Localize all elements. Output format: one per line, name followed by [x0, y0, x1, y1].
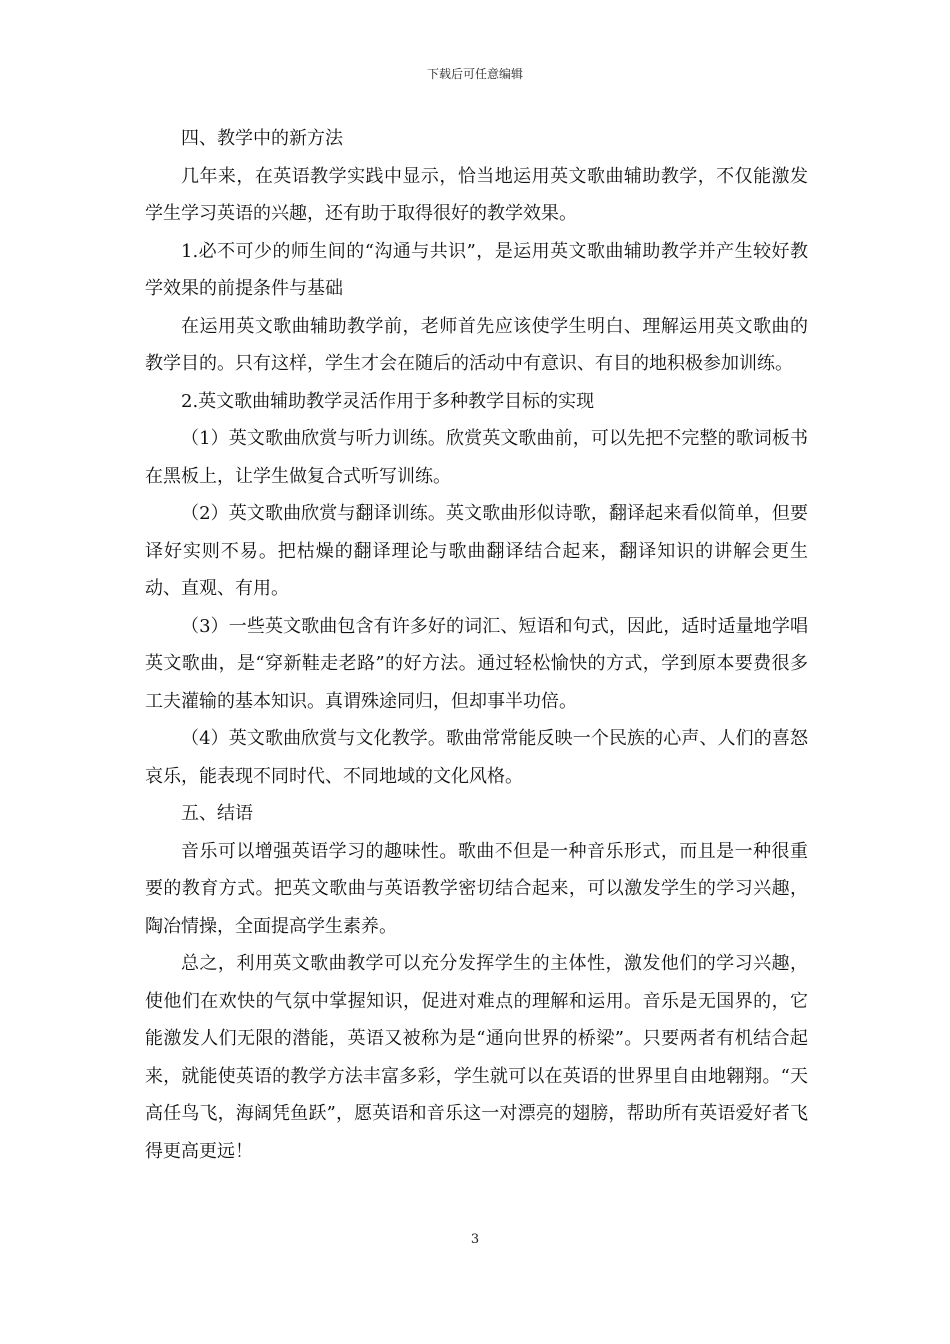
document-body [145, 120, 808, 1170]
section-heading-new-methods: 四、教学中的新方法 [181, 128, 343, 149]
list-item-vocabulary: （3）一些英文歌曲包含有许多好的词汇、短语和句式，因此，适时适量地学唱英文歌曲，是“穿新鞋走老路”的好方法。通过轻松愉快的方式，学到原本要费很多工夫灌输的基本知识。真谓殊途同归，但却事半功倍。 [145, 615, 808, 712]
list-item-translation: （2）英文歌曲欣赏与翻译训练。英文歌曲形似诗歌，翻译起来看似简单，但要译好实则不易。把枯燥的翻译理论与歌曲翻译结合起来，翻译知识的讲解会更生动、直观、有用。 [145, 503, 808, 599]
subheading-teaching-goals: 2.英文歌曲辅助教学灵活作用于多种教学目标的实现 [181, 390, 595, 412]
page-number: 3 [470, 1232, 480, 1247]
body-paragraph: 音乐可以增强英语学习的趣味性。歌曲不但是一种音乐形式，而且是一种很重要的教育方式。把英文歌曲与英语教学密切结合起来，可以激发学生的学习兴趣，陶冶情操，全面提高学生素养。 [145, 840, 808, 937]
list-item-culture: （4）英文歌曲欣赏与文化教学。歌曲常常能反映一个民族的心声、人们的喜怒哀乐，能表现不同时代、不同地域的文化风格。 [145, 728, 808, 787]
page-header: 下载后可任意编辑 [426, 67, 523, 81]
list-item-listening: （1）英文歌曲欣赏与听力训练。欣赏英文歌曲前，可以先把不完整的歌词板书在黑板上，让学生做复合式听写训练。 [145, 428, 808, 487]
subheading-communication: 1.必不可少的师生间的“沟通与共识”，是运用英文歌曲辅助教学并产生较好教学效果的前提条件与基础 [145, 240, 808, 299]
body-paragraph: 几年来，在英语教学实践中显示，恰当地运用英文歌曲辅助教学，不仅能激发学生学习英语的兴趣，还有助于取得很好的教学效果。 [145, 165, 808, 224]
body-paragraph: 总之，利用英文歌曲教学可以充分发挥学生的主体性，激发他们的学习兴趣，使他们在欢快的气氛中掌握知识，促进对难点的理解和运用。音乐是无国界的，它能激发人们无限的潜能，英语又被称为是“通向世界的桥梁”。只要两者有机结合起来，就能使英语的教学方法丰富多彩，学生就可以在英语的世界里自由地翱翔。“天高任鸟飞，海阔凭鱼跃”，愿英语和音乐这一对漂亮的翅膀，帮助所有英语爱好者飞得更高更远！ [145, 953, 808, 1162]
section-heading-conclusion: 五、结语 [181, 803, 253, 824]
body-paragraph: 在运用英文歌曲辅助教学前，老师首先应该使学生明白、理解运用英文歌曲的教学目的。只有这样，学生才会在随后的活动中有意识、有目的地积极参加训练。 [145, 315, 808, 374]
